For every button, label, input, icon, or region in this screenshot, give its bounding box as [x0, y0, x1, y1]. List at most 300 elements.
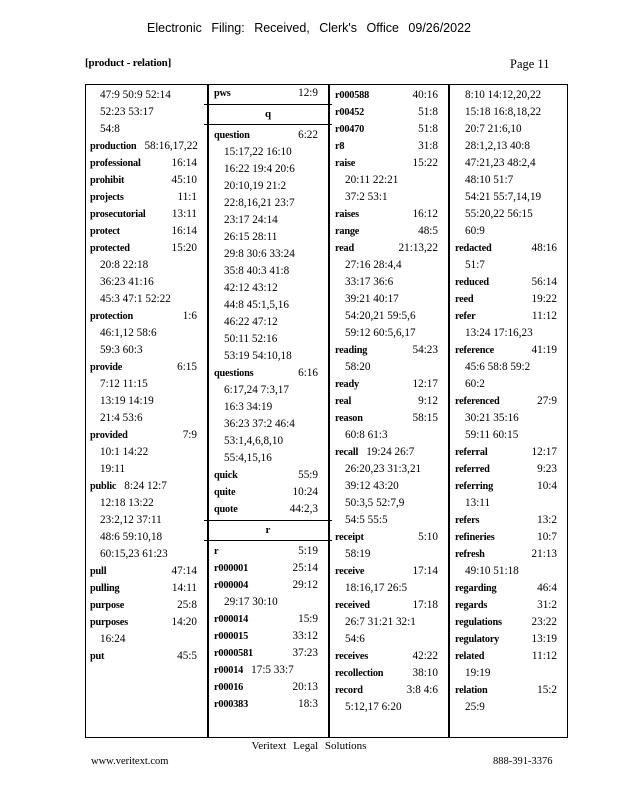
index-entry	[214, 696, 324, 713]
page-line-reference: 56:14	[531, 276, 557, 288]
index-entry	[455, 648, 563, 682]
page-line-reference: 15:22	[412, 157, 438, 169]
index-term: refer	[455, 311, 476, 322]
index-column-2	[207, 85, 328, 737]
index-entry-row	[455, 223, 563, 240]
page-line-reference: 37:23	[292, 647, 318, 659]
index-entry-row	[90, 478, 203, 495]
index-term: prosecutorial	[90, 209, 146, 220]
page-line-reference: 9:12	[418, 395, 438, 407]
page-line-reference: 16:22 19:4 20:6	[224, 163, 295, 175]
index-term: reduced	[455, 277, 489, 288]
index-entry	[90, 223, 203, 240]
index-entry-row	[335, 495, 444, 512]
index-entry-row	[455, 597, 563, 614]
page-line-reference: 47:21,23 48:2,4	[465, 157, 536, 169]
index-term: r000015	[214, 631, 249, 642]
page-line-reference: 15:17,22 16:10	[224, 146, 292, 158]
index-block	[90, 87, 203, 665]
page-line-reference: 26:20,23 31:3,21	[345, 463, 422, 475]
index-entry-row	[214, 416, 324, 433]
page-line-reference: 6:15	[177, 361, 197, 373]
index-term: provide	[90, 362, 123, 373]
index-entry-row	[335, 478, 444, 495]
index-term: refineries	[455, 532, 495, 543]
page-line-reference: 45:3 47:1 52:22	[100, 293, 171, 305]
index-entry-row	[455, 631, 563, 648]
page-line-reference: 51:8	[418, 123, 438, 135]
index-entry-row	[214, 144, 324, 161]
index-entry-row	[335, 274, 444, 291]
page-line-reference: 25:14	[292, 562, 318, 574]
page-line-reference: 27:9	[537, 395, 557, 407]
index-entry-row	[214, 280, 324, 297]
index-entry-row	[90, 563, 203, 580]
page-line-reference: 46:1,12 58:6	[100, 327, 157, 339]
index-entry-row	[214, 212, 324, 229]
index-term: r8	[335, 141, 345, 152]
page-line-reference: 54:20,21 59:5,6	[345, 310, 416, 322]
page-line-reference: 16:24	[100, 633, 126, 645]
index-term: question	[214, 130, 250, 141]
index-range-header: [product - relation]	[85, 57, 172, 69]
index-entry	[455, 580, 563, 597]
page-line-reference: 46:4	[537, 582, 557, 594]
index-entry-row	[455, 563, 563, 580]
index-term: r00014	[214, 665, 244, 676]
index-entry	[335, 393, 444, 410]
index-entry	[455, 478, 563, 512]
page-line-reference: 5:19	[298, 545, 318, 557]
index-entry-row	[455, 342, 563, 359]
index-entry	[335, 223, 444, 240]
index-entry-row	[214, 433, 324, 450]
page-line-reference: 58:16,17,22	[144, 140, 198, 152]
index-term: referral	[455, 447, 488, 458]
page-line-reference: 10:7	[537, 531, 557, 543]
index-entry	[90, 172, 203, 189]
index-entry	[90, 580, 203, 597]
index-entry	[335, 87, 444, 104]
page-line-reference: 16:12	[412, 208, 438, 220]
index-entry	[335, 597, 444, 648]
index-entry	[455, 291, 563, 308]
page-line-reference: 17:14	[412, 565, 438, 577]
index-entry-row	[90, 461, 203, 478]
index-entry-row	[335, 223, 444, 240]
index-entry	[335, 342, 444, 376]
index-term: r00470	[335, 124, 365, 135]
index-entry-row	[214, 577, 324, 594]
index-entry-row	[90, 614, 203, 631]
index-block	[209, 85, 328, 102]
page-line-reference: 40:16	[412, 89, 438, 101]
page-line-reference: 12:17	[412, 378, 438, 390]
index-entry-row	[90, 274, 203, 291]
index-entry-row	[90, 648, 203, 665]
index-entry-row	[455, 257, 563, 274]
index-entry-row	[90, 546, 203, 563]
index-entry-row	[214, 263, 324, 280]
index-term: r	[214, 546, 219, 557]
index-term: record	[335, 685, 363, 696]
index-entry-row	[455, 665, 563, 682]
index-entry-row	[90, 444, 203, 461]
page-line-reference: 28:1,2,13 40:8	[465, 140, 530, 152]
index-entry-row	[214, 195, 324, 212]
index-entry-row	[335, 648, 444, 665]
index-entry-row	[455, 393, 563, 410]
index-term: r000014	[214, 614, 249, 625]
page-line-reference: 31:8	[418, 140, 438, 152]
index-entry-row	[214, 314, 324, 331]
index-term: r000004	[214, 580, 249, 591]
index-entry-row	[455, 308, 563, 325]
page-line-reference: 26:7 31:21 32:1	[345, 616, 416, 628]
index-entry-row	[214, 467, 324, 484]
page-number: Page 11	[510, 57, 550, 71]
index-entry	[335, 529, 444, 563]
page-line-reference: 13:11	[171, 208, 197, 220]
index-entry-row	[335, 291, 444, 308]
index-entry	[335, 155, 444, 206]
index-entry-row	[335, 529, 444, 546]
page-line-reference: 54:5 55:5	[345, 514, 388, 526]
page-line-reference: 14:11	[171, 582, 197, 594]
index-term: production	[90, 141, 137, 152]
index-entry-row	[90, 529, 203, 546]
page-line-reference: 53:19 54:10,18	[224, 350, 292, 362]
page-line-reference: 44:2,3	[289, 503, 318, 515]
page-line-reference: 58:20	[345, 361, 371, 373]
page-line-reference: 47:9 50:9 52:14	[100, 89, 171, 101]
index-entry-row	[335, 104, 444, 121]
page-line-reference: 20:8 22:18	[100, 259, 149, 271]
index-entry-row	[90, 257, 203, 274]
index-entry	[214, 501, 324, 518]
index-block	[455, 87, 563, 716]
index-term: pulling	[90, 583, 120, 594]
index-entry-row	[90, 427, 203, 444]
index-term: reference	[455, 345, 494, 356]
index-entry-row	[335, 189, 444, 206]
footer-company: Veritext Legal Solutions	[251, 740, 367, 752]
index-entry-row	[90, 104, 203, 121]
index-entry	[90, 138, 203, 155]
index-term: purpose	[90, 600, 125, 611]
index-entry	[214, 611, 324, 628]
page-line-reference: 17:5 33:7	[251, 664, 294, 676]
index-term: referenced	[455, 396, 500, 407]
index-entry-row	[90, 155, 203, 172]
index-entry-row	[214, 348, 324, 365]
page-line-reference: 45:5	[177, 650, 197, 662]
index-term: purposes	[90, 617, 128, 628]
page-line-reference: 30:21 35:16	[465, 412, 519, 424]
index-entry-row	[335, 376, 444, 393]
index-entry-row	[335, 410, 444, 427]
index-entry-row	[455, 546, 563, 563]
index-entry-row	[455, 580, 563, 597]
page-line-reference: 13:19	[531, 633, 557, 645]
index-term: receipt	[335, 532, 364, 543]
index-entry-row	[90, 376, 203, 393]
page-line-reference: 22:8,16,21 23:7	[224, 197, 295, 209]
index-entry-row	[455, 648, 563, 665]
index-entry-row	[455, 172, 563, 189]
index-entry-row	[455, 427, 563, 444]
index-entry	[455, 393, 563, 444]
index-entry	[335, 376, 444, 393]
index-entry	[90, 614, 203, 648]
index-entry-row	[455, 512, 563, 529]
index-term: raise	[335, 158, 356, 169]
index-entry	[455, 631, 563, 648]
index-entry-row	[214, 399, 324, 416]
page-line-reference: 8:10 14:12,20,22	[465, 89, 542, 101]
letter-section-heading: q	[204, 104, 332, 125]
index-term: recall	[335, 447, 359, 458]
page-line-reference: 55:20,22 56:15	[465, 208, 533, 220]
index-term: r00452	[335, 107, 365, 118]
index-entry-row	[90, 138, 203, 155]
index-entry	[455, 444, 563, 461]
page-line-reference: 37:2 53:1	[345, 191, 388, 203]
index-term: put	[90, 651, 105, 662]
index-entry	[455, 512, 563, 529]
index-entry-row	[214, 178, 324, 195]
page-line-reference: 45:6 58:8 59:2	[465, 361, 531, 373]
page-line-reference: 59:11 60:15	[465, 429, 519, 441]
index-term: recollection	[335, 668, 384, 679]
index-term: public	[90, 481, 117, 492]
page-line-reference: 1:6	[182, 310, 197, 322]
index-entry	[90, 240, 203, 308]
index-entry	[90, 478, 203, 563]
index-entry-row	[455, 614, 563, 631]
page-line-reference: 13:19 14:19	[100, 395, 154, 407]
index-term: ready	[335, 379, 359, 390]
page-line-reference: 31:2	[537, 599, 557, 611]
index-term: r000383	[214, 699, 249, 710]
index-entry-row	[214, 696, 324, 713]
page-line-reference: 48:5	[418, 225, 438, 237]
index-term: regulations	[455, 617, 502, 628]
index-entry	[335, 648, 444, 665]
index-entry-row	[455, 461, 563, 478]
page-line-reference: 13:2	[537, 514, 557, 526]
index-entry-row	[455, 206, 563, 223]
page-line-reference: 51:8	[418, 106, 438, 118]
index-entry-row	[455, 274, 563, 291]
page-line-reference: 10:4	[537, 480, 557, 492]
page-line-reference: 58:15	[412, 412, 438, 424]
page-line-reference: 12:18 13:22	[100, 497, 154, 509]
index-entry-row	[214, 229, 324, 246]
index-entry	[335, 563, 444, 597]
index-entry-row	[90, 580, 203, 597]
index-term: quote	[214, 504, 238, 515]
page-line-reference: 53:1,4,6,8,10	[224, 435, 284, 447]
page-line-reference: 55:4,15,16	[224, 452, 272, 464]
index-term: referred	[455, 464, 490, 475]
page-line-reference: 19:22	[531, 293, 557, 305]
index-term: projects	[90, 192, 124, 203]
index-entry	[455, 614, 563, 631]
index-entry	[455, 87, 563, 240]
index-entry	[214, 467, 324, 484]
index-entry-row	[214, 679, 324, 696]
word-index-table	[85, 84, 568, 738]
index-entry-row	[90, 189, 203, 206]
index-entry	[214, 662, 324, 679]
index-entry-row	[214, 450, 324, 467]
index-entry	[455, 274, 563, 291]
index-term: professional	[90, 158, 141, 169]
page-line-reference: 5:10	[418, 531, 438, 543]
index-entry-row	[335, 257, 444, 274]
index-term: real	[335, 396, 352, 407]
page-line-reference: 3:8 4:6	[406, 684, 438, 696]
index-entry	[90, 155, 203, 172]
index-entry	[214, 85, 324, 102]
page-line-reference: 23:22	[531, 616, 557, 628]
index-entry-row	[335, 155, 444, 172]
index-entry-row	[335, 342, 444, 359]
index-entry-row	[335, 444, 444, 461]
index-term: refers	[455, 515, 480, 526]
page-line-reference: 25:9	[465, 701, 485, 713]
index-entry-row	[335, 563, 444, 580]
index-entry-row	[90, 359, 203, 376]
page-line-reference: 49:10 51:18	[465, 565, 519, 577]
index-entry-row	[335, 308, 444, 325]
index-entry-row	[455, 121, 563, 138]
page-line-reference: 60:8 61:3	[345, 429, 388, 441]
page-line-reference: 42:12 43:12	[224, 282, 278, 294]
index-entry	[455, 342, 563, 393]
index-entry-row	[90, 172, 203, 189]
index-entry-row	[214, 297, 324, 314]
page-line-reference: 19:24 26:7	[366, 446, 415, 458]
index-entry-row	[335, 325, 444, 342]
page-line-reference: 59:3 60:3	[100, 344, 143, 356]
index-entry	[90, 189, 203, 206]
index-term: quite	[214, 487, 236, 498]
index-entry-row	[90, 512, 203, 529]
index-entry-row	[455, 410, 563, 427]
index-entry	[90, 359, 203, 427]
page-line-reference: 16:3 34:19	[224, 401, 273, 413]
page-line-reference: 54:8	[100, 123, 120, 135]
index-entry	[214, 484, 324, 501]
index-entry-row	[455, 376, 563, 393]
page-line-reference: 36:23 37:2 46:4	[224, 418, 295, 430]
page-line-reference: 9:23	[537, 463, 557, 475]
page-line-reference: 19:19	[465, 667, 491, 679]
index-entry-row	[455, 87, 563, 104]
page-line-reference: 16:14	[171, 225, 197, 237]
index-entry	[335, 240, 444, 342]
index-column-4	[448, 85, 567, 737]
index-entry-row	[214, 662, 324, 679]
index-term: referring	[455, 481, 494, 492]
page-line-reference: 6:22	[298, 129, 318, 141]
index-block	[335, 87, 444, 716]
index-term: receives	[335, 651, 369, 662]
page-line-reference: 12:9	[298, 87, 318, 99]
index-entry-row	[455, 529, 563, 546]
index-entry	[455, 308, 563, 342]
index-entry-row	[335, 240, 444, 257]
page-line-reference: 12:17	[531, 446, 557, 458]
index-entry	[455, 529, 563, 546]
index-column-3	[328, 85, 448, 737]
index-entry-row	[455, 189, 563, 206]
page-line-reference: 35:8 40:3 41:8	[224, 265, 290, 277]
index-entry-row	[214, 560, 324, 577]
index-entry	[214, 679, 324, 696]
index-term: regulatory	[455, 634, 500, 645]
page-line-reference: 51:7	[465, 259, 485, 271]
page-line-reference: 6:16	[298, 367, 318, 379]
index-entry-row	[455, 478, 563, 495]
index-entry-row	[90, 495, 203, 512]
index-entry-row	[214, 611, 324, 628]
index-entry-row	[455, 444, 563, 461]
page-line-reference: 11:1	[177, 191, 197, 203]
index-term: receive	[335, 566, 365, 577]
index-term: protect	[90, 226, 120, 237]
page-line-reference: 14:20	[171, 616, 197, 628]
page-line-reference: 15:9	[298, 613, 318, 625]
index-term: protected	[90, 243, 130, 254]
index-entry-row	[335, 512, 444, 529]
index-term: provided	[90, 430, 128, 441]
index-entry-row	[90, 291, 203, 308]
index-entry	[214, 365, 324, 467]
index-term: redacted	[455, 243, 492, 254]
index-term: r000588	[335, 90, 370, 101]
page-line-reference: 33:12	[292, 630, 318, 642]
index-entry-row	[90, 410, 203, 427]
page-line-reference: 6:17,24 7:3,17	[224, 384, 289, 396]
page-line-reference: 16:14	[171, 157, 197, 169]
index-entry-row	[455, 291, 563, 308]
index-entry-row	[214, 628, 324, 645]
index-entry-row	[214, 594, 324, 611]
page-line-reference: 41:19	[531, 344, 557, 356]
index-entry	[214, 645, 324, 662]
index-term: questions	[214, 368, 254, 379]
electronic-filing-banner: Electronic Filing: Received, Clerk's Office 09/26/2022	[147, 21, 471, 35]
index-entry-row	[214, 365, 324, 382]
index-entry	[335, 682, 444, 716]
index-entry-row	[214, 331, 324, 348]
page-line-reference: 60:15,23 61:23	[100, 548, 168, 560]
index-entry-row	[90, 206, 203, 223]
page-line-reference: 8:24 12:7	[124, 480, 167, 492]
index-entry-row	[214, 543, 324, 560]
page-line-reference: 11:12	[531, 310, 557, 322]
index-term: received	[335, 600, 370, 611]
index-entry	[90, 648, 203, 665]
index-entry	[455, 597, 563, 614]
page-line-reference: 21:4 53:6	[100, 412, 143, 424]
index-entry-row	[455, 682, 563, 699]
index-entry-row	[90, 308, 203, 325]
page-line-reference: 58:19	[345, 548, 371, 560]
